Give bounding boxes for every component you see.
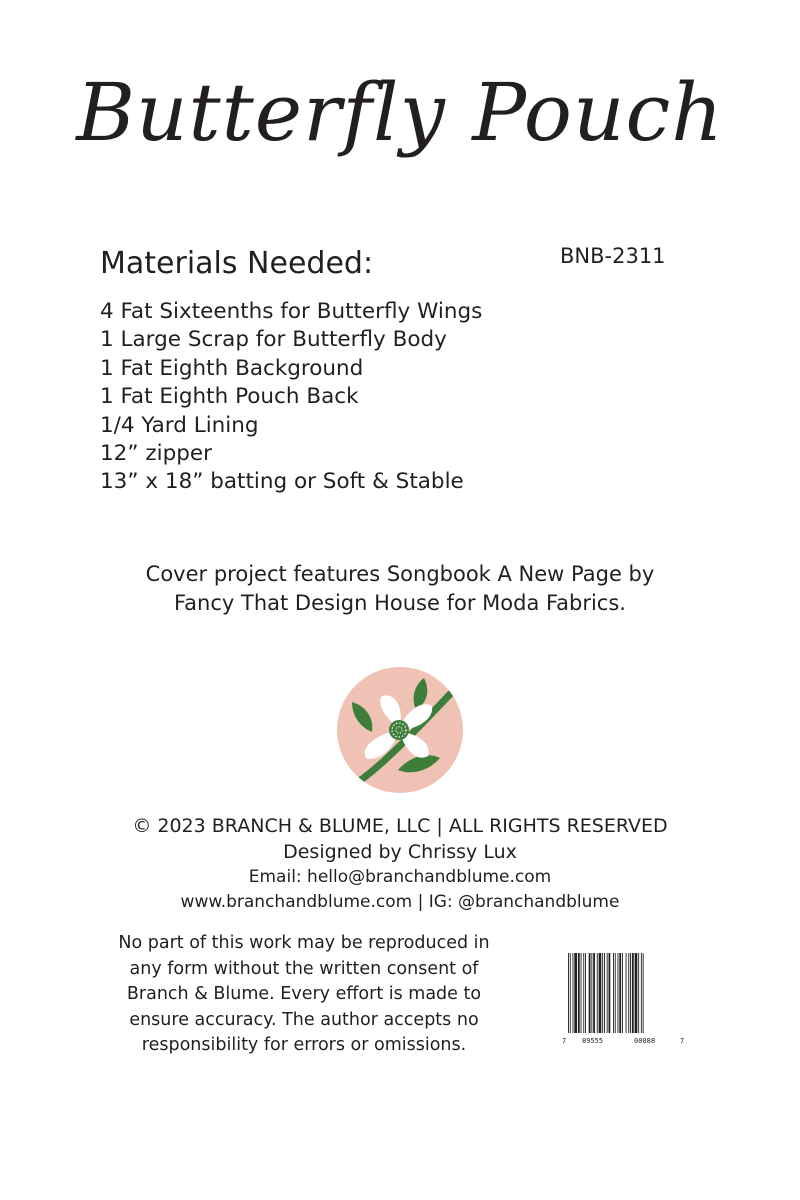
- barcode-group-left: 89555: [582, 1037, 604, 1045]
- disclaimer-line: Branch & Blume. Every effort is made to: [126, 984, 482, 1004]
- list-item: 1/4 Yard Lining: [100, 412, 259, 438]
- cover-note-line: Cover project features Songbook A New Page by: [145, 562, 655, 586]
- email-line: Email: hello@branchandblume.com: [248, 867, 552, 887]
- list-item: 1 Fat Eighth Pouch Back: [100, 384, 359, 410]
- barcode-bar: [626, 953, 627, 1033]
- list-item: 1 Fat Eighth Background: [100, 355, 364, 381]
- barcode-bar: [578, 953, 580, 1033]
- barcode-bar: [585, 953, 586, 1033]
- barcode-bar: [568, 953, 569, 1033]
- barcode-bar: [570, 953, 571, 1033]
- barcode-bar: [573, 953, 574, 1033]
- barcode-bar: [593, 953, 595, 1033]
- barcode-bar: [613, 953, 614, 1033]
- list-item: 1 Large Scrap for Butterfly Body: [100, 327, 447, 353]
- barcode-bar: [618, 953, 619, 1033]
- materials-list: [100, 298, 482, 497]
- barcode-bar: [604, 953, 605, 1033]
- barcode-bar: [641, 953, 642, 1033]
- barcode-group-right: 00088: [634, 1037, 656, 1045]
- barcode-bar: [638, 953, 639, 1033]
- designer-line: Designed by Chrissy Lux: [283, 841, 517, 863]
- barcode-bar: [609, 953, 611, 1033]
- barcode-icon: [560, 951, 688, 1047]
- cover-note-line: Fancy That Design House for Moda Fabrics.: [174, 591, 626, 615]
- barcode-bar: [583, 953, 584, 1033]
- barcode-digit-first: 7: [562, 1037, 567, 1045]
- barcode-bar: [643, 953, 644, 1033]
- barcode-bar: [635, 953, 638, 1033]
- disclaimer: [96, 931, 512, 1059]
- list-item: 12” zipper: [100, 441, 212, 467]
- page-title: Butterfly Pouch: [76, 66, 724, 159]
- pattern-code: BNB-2311: [560, 244, 666, 268]
- disclaimer-line: No part of this work may be reproduced in: [118, 933, 490, 953]
- dogwood-flower-icon: [336, 666, 464, 794]
- credits: [0, 813, 800, 915]
- barcode-bars: [568, 953, 644, 1033]
- barcode-bar: [630, 953, 631, 1033]
- barcode-bar: [589, 953, 591, 1033]
- disclaimer-line: ensure accuracy. The author accepts no: [129, 1009, 479, 1030]
- cover-note: [0, 560, 800, 618]
- barcode-bar: [574, 953, 577, 1033]
- barcode-bar: [622, 953, 623, 1033]
- barcode-bar: [619, 953, 621, 1033]
- barcode-bar: [615, 953, 616, 1033]
- barcode-bar: [591, 953, 592, 1033]
- barcode-bar: [597, 953, 598, 1033]
- barcode-bar: [607, 953, 608, 1033]
- disclaimer-line: responsibility for errors or omissions.: [141, 1035, 467, 1055]
- disclaimer-line: any form without the written consent of: [129, 958, 479, 979]
- website-line: www.branchandblume.com | IG: @branchandblume: [180, 892, 620, 912]
- barcode-bar: [628, 953, 629, 1033]
- barcode-bar: [632, 953, 634, 1033]
- barcode-bar: [602, 953, 603, 1033]
- barcode-bar: [599, 953, 602, 1033]
- list-item: 13” x 18” batting or Soft & Stable: [100, 469, 464, 495]
- list-item: 4 Fat Sixteenths for Butterfly Wings: [100, 299, 483, 324]
- copyright-line: © 2023 BRANCH & BLUME, LLC | ALL RIGHTS RESERVED: [132, 815, 668, 837]
- barcode-digit-last: 7: [680, 1037, 685, 1045]
- materials-heading: Materials Needed:: [100, 246, 374, 281]
- barcode-bar: [581, 953, 582, 1033]
